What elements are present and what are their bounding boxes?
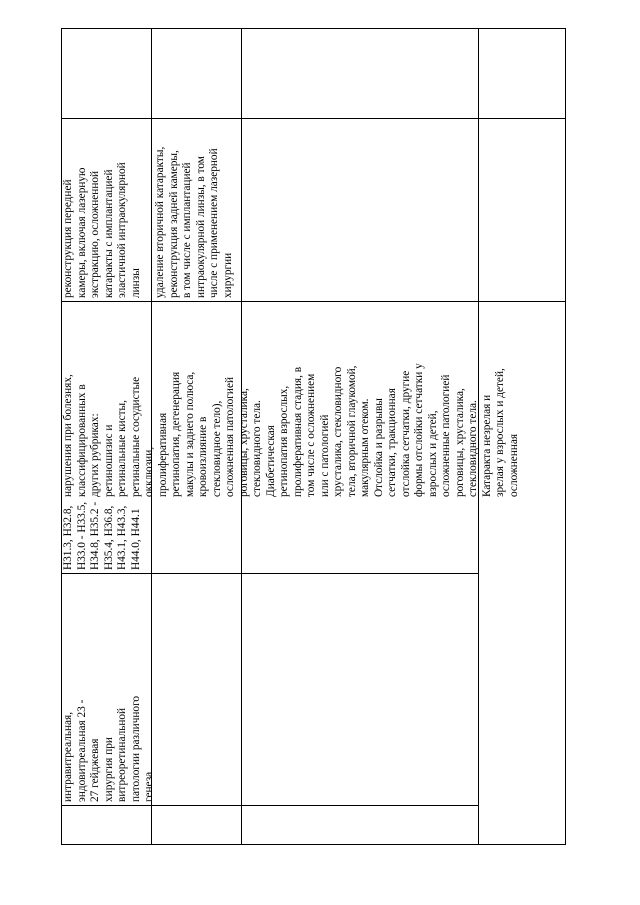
treatment-line: линзы [129,268,142,298]
diagnosis-line: ретинальные кисты, [116,400,128,497]
diagnosis-line: кровоизлияние в [197,416,209,497]
method-line: хирургия при [102,737,115,802]
treatment-line: интраокулярной линзы, в том [194,156,207,298]
diagnosis-line: роговицы, хрусталика, [237,388,250,497]
diagnosis-line: Катаракта незрелая и [480,394,493,497]
diagnosis-line: нарушения при болезнях, [62,374,74,497]
treatment-line: реконструкция передней [62,179,74,298]
diagnosis-line: ретинопатия, дегенерация [170,371,182,497]
diagnosis-line: хрусталика, стекловидного [332,366,344,497]
diagnosis-line: ретинальные сосудистые [129,376,142,497]
icd-code-line: H31.3, H32.8, [62,505,74,570]
diagnosis-line: пролиферативная [156,412,169,497]
diagnosis-line: тела, вторичной глаукомой, [345,365,358,497]
table-row-divider [61,118,566,119]
method-line: патологии различного [129,695,142,802]
treatment-line: удаление вторичной катаракты, [154,146,166,298]
method-line: витреоретинальной [116,707,128,802]
diagnosis-line: пролиферативная стадия, в [291,366,304,497]
treatment-line: катаракты с имплантацией [102,169,115,298]
table-row-divider [61,573,478,574]
diagnosis-line: Диабетическая [264,425,277,497]
diagnosis-line: стекловидное тело), [210,400,223,497]
table-cell-divider [151,301,241,302]
icd-code-line: H34.8, H35.2 - [89,501,101,570]
diagnosis-line: макулярным отеком. [359,398,371,497]
treatment-line: в том числе с имплантацией [181,162,193,298]
treatment-line: камеры, включая лазерную [75,167,88,298]
method-line: интравитреальная, [62,711,74,802]
table-row-divider [61,805,478,806]
diagnosis-line: том числе с осложнением [305,373,317,497]
diagnosis-line: отслойка сетчатки, другие [399,370,412,497]
treatment-line: экстракцию, осложненной [89,170,101,298]
method-line: генеза [143,771,155,802]
cell-icd-codes [62,502,143,570]
method-line: эндовитреальная 23 - [75,699,88,802]
icd-code-line: H35.4, H36.8, [102,505,115,570]
diagnosis-line: осложненная [507,433,520,497]
cell-diagnosis [62,363,521,497]
treatment-line: хирургии [221,252,234,298]
icd-code-line: H43.1, H43.3, [116,505,128,570]
icd-code-line: H44.0, H44.1 [129,508,142,570]
diagnosis-line: других рубриках: [89,413,101,497]
cell-treatment-a [62,162,143,298]
diagnosis-line: взрослых и детей, [426,410,439,497]
treatment-line: числе с применением лазерной [208,148,220,298]
diagnosis-line: ретиношизис и [102,424,115,497]
diagnosis-line: роговицы, хрусталика, [453,388,466,497]
diagnosis-line: зрелая у взрослых и детей, [494,368,506,497]
diagnosis-line: классифицированных в [75,384,88,497]
diagnosis-line: сетчатки, тракционная [386,388,398,497]
diagnosis-line: окклюзии, [143,446,155,497]
diagnosis-line: осложненная патологией [224,376,236,497]
diagnosis-line: осложненные патологией [440,374,452,497]
cell-method [62,696,157,802]
diagnosis-line: стекловидного тела. [467,400,479,497]
diagnosis-line: стекловидного тела. [251,400,263,497]
diagnosis-line: ретинопатия взрослых, [278,385,290,497]
cell-treatment-b [154,147,235,298]
diagnosis-line: формы отслойки сетчатки у [413,363,425,497]
treatment-line: эластичной интраокулярной [116,162,128,298]
diagnosis-line: макулы и заднего полюса, [183,371,196,497]
treatment-line: реконструкция задней камеры, [167,150,180,298]
method-line: 27 гейджевая [89,738,101,802]
diagnosis-line: Отслойка и разрывы [372,398,385,497]
icd-code-line: H33.0 - H33.5, [75,501,88,570]
diagnosis-line: или с патологией [318,414,331,497]
table-row-divider [61,301,566,302]
